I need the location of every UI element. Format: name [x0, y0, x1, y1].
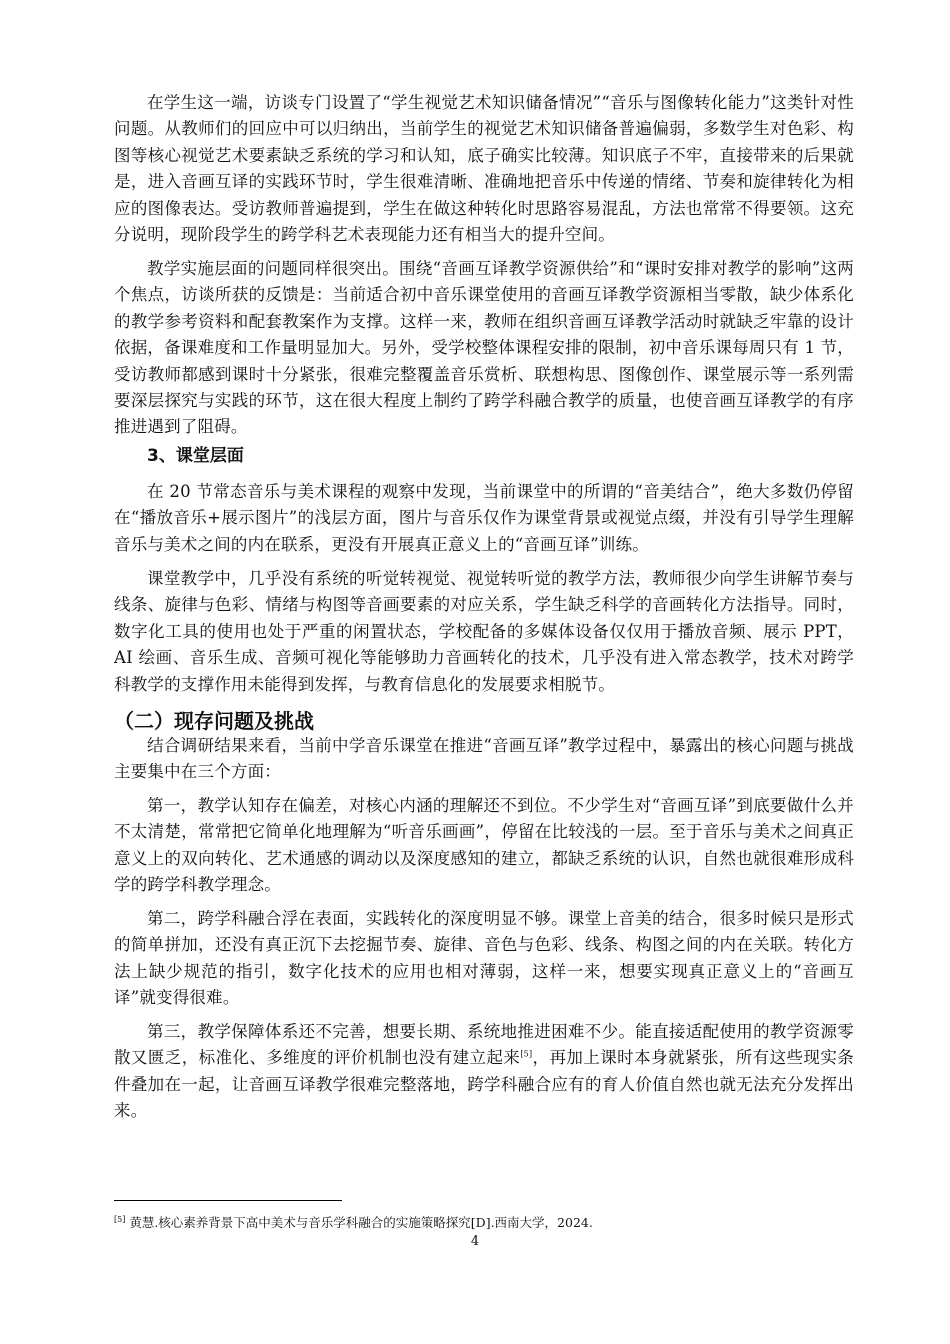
section-heading-classroom: 3、课堂层面 [147, 446, 244, 466]
paragraph-student-knowledge: 在学生这一端，访谈专门设置了“学生视觉艺术知识储备情况”“音乐与图像转化能力”这类针对性问题。从教师们的回应中可以归纳出，当前学生的视觉艺术知识储备普遍偏弱，多数学生对色彩、构图等核心视觉艺术要素缺乏系统的学习和认知，底子确实比较薄。知识底子不牢，直接带来的后果就是，进入音画互译的实践环节时，学生很难清晰、准确地把音乐中传递的情绪、节奏和旋律转化为相应的图像表达。受访教师普遍提到，学生在做这种转化时思路容易混乱，方法也常常不得要领。这充分说明，现阶段学生的跨学科艺术表现能力还有相当大的提升空间。 [114, 93, 854, 245]
section-heading-problems: （二）现存问题及挑战 [114, 709, 314, 733]
paragraph-problem-three-part2: ，再加上课时本身就紧张，所有这些现实条件叠加在一起，让音画互译教学很难完整落地，跨学科融合应有的育人价值自然也就无法充分发挥出来。 [114, 1048, 854, 1121]
paragraph-problem-three [114, 1019, 854, 1125]
page-number: 4 [470, 1234, 480, 1249]
footnote-divider [114, 1200, 342, 1201]
footnote-text: 黄慧.核心素养背景下高中美术与音乐学科融合的实施策略探究[D].西南大学，2024. [125, 1215, 593, 1230]
paragraph-problem-one: 第一，教学认知存在偏差，对核心内涵的理解还不到位。不少学生对“音画互译”到底要做什么并不太清楚，常常把它简单化地理解为“听音乐画画”，停留在比较浅的一层。至于音乐与美术之间真正意义上的双向转化、艺术通感的调动以及深度感知的建立，都缺乏系统的认识，自然也就很难形成科学的跨学科教学理念。 [114, 796, 854, 895]
footnote [114, 1214, 854, 1232]
paragraph-problems-intro: 结合调研结果来看，当前中学音乐课堂在推进“音画互译”教学过程中，暴露出的核心问题与挑战主要集中在三个方面： [114, 736, 854, 782]
paragraph-problem-three-part1: 第三，教学保障体系还不完善，想要长期、系统地推进困难不少。能直接适配使用的教学资源零散又匮乏，标准化、多维度的评价机制也没有建立起来 [114, 1022, 854, 1068]
paragraph-classroom-methods: 课堂教学中，几乎没有系统的听觉转视觉、视觉转听觉的教学方法，教师很少向学生讲解节奏与线条、旋律与色彩、情绪与构图等音画要素的对应关系，学生缺乏科学的音画转化方法指导。同时，数字化工具的使用也处于严重的闲置状态，学校配备的多媒体设备仅仅用于播放音频、展示 PPT，AI 绘画、音乐生成、音频可视化等能够助力音画转化的技术，几乎没有进入常态教学，技术对跨学科教学的支撑作用未能得到发挥，与教育信息化的发展要求相脱节。 [114, 569, 854, 694]
footnote-marker: [5] [114, 1214, 126, 1224]
paragraph-classroom-observation: 在 20 节常态音乐与美术课程的观察中发现，当前课堂中的所谓的“音美结合”，绝大多数仍停留在“播放音乐+展示图片”的浅层方面，图片与音乐仅作为课堂背景或视觉点缀，并没有引导学生理解音乐与美术之间的内在联系，更没有开展真正意义上的“音画互译”训练。 [114, 482, 854, 554]
citation-ref: [5] [520, 1049, 533, 1059]
paragraph-problem-two: 第二，跨学科融合浮在表面，实践转化的深度明显不够。课堂上音美的结合，很多时候只是形式的简单拼加，还没有真正沉下去挖掘节奏、旋律、音色与色彩、线条、构图之间的内在关联。转化方法上缺少规范的指引，数字化技术的应用也相对薄弱，这样一来，想要实现真正意义上的“音画互译”就变得很难。 [114, 909, 854, 1008]
paragraph-teaching-implementation: 教学实施层面的问题同样很突出。围绕“音画互译教学资源供给”和“课时安排对教学的影响”这两个焦点，访谈所获的反馈是：当前适合初中音乐课堂使用的音画互译教学资源相当零散，缺少体系化的教学参考资料和配套教案作为支撑。这样一来，教师在组织音画互译教学活动时就缺乏牢靠的设计依据，备课难度和工作量明显加大。另外，受学校整体课程安排的限制，初中音乐课每周只有 1 节，受访教师都感到课时十分紧张，很难完整覆盖音乐赏析、联想构思、图像创作、课堂展示等一系列需要深层探究与实践的环节，这在很大程度上制约了跨学科融合教学的质量，也使音画互译教学的有序推进遇到了阻碍。 [114, 259, 854, 437]
